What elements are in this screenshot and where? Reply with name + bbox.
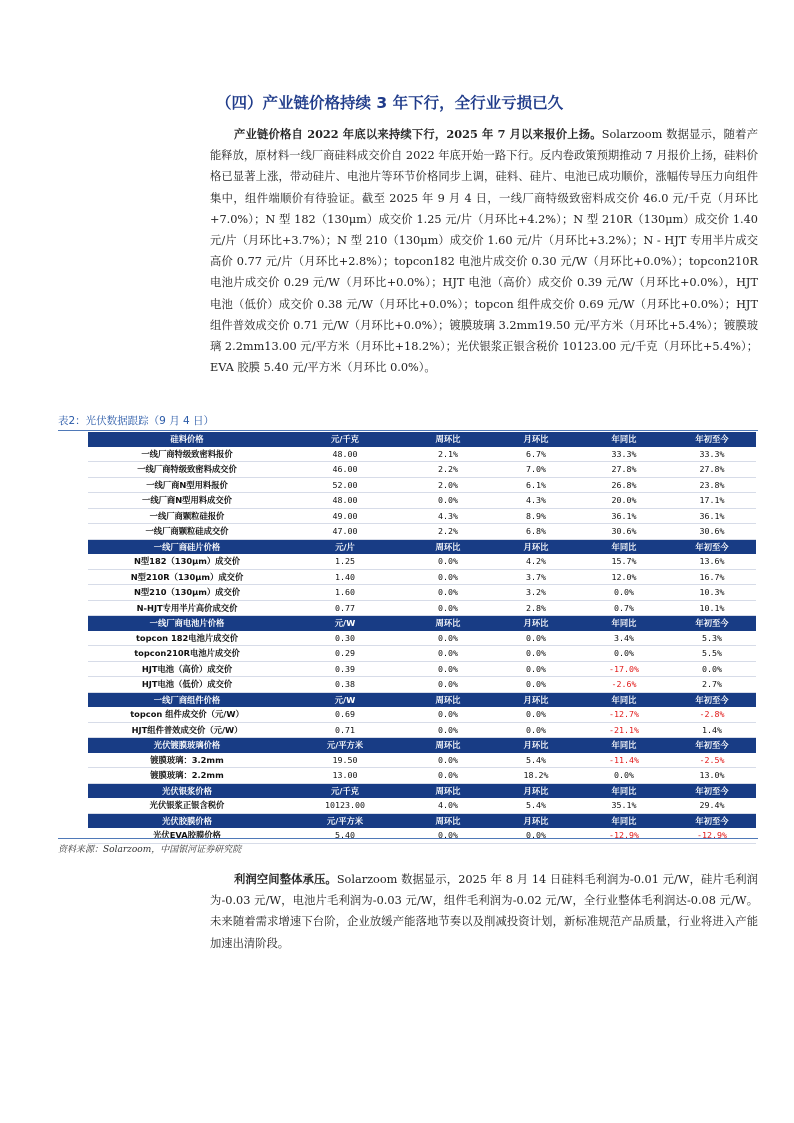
table-group-header bbox=[88, 616, 756, 631]
header-cell: 年初至今 bbox=[668, 539, 756, 554]
value-cell: 48.00 bbox=[286, 493, 404, 509]
table-row bbox=[88, 493, 756, 509]
row-label: 镀膜玻璃：3.2mm bbox=[88, 753, 286, 768]
value-cell: 0.77 bbox=[286, 600, 404, 616]
value-cell: 30.6% bbox=[668, 524, 756, 540]
value-cell: 6.8% bbox=[492, 524, 580, 540]
table-row bbox=[88, 524, 756, 540]
header-cell: 元/平方米 bbox=[286, 813, 404, 828]
row-label: 镀膜玻璃：2.2mm bbox=[88, 768, 286, 784]
value-cell: 27.8% bbox=[580, 462, 668, 478]
value-cell: 0.0% bbox=[404, 600, 492, 616]
header-cell: 月环比 bbox=[492, 783, 580, 798]
value-cell: 0.0% bbox=[404, 631, 492, 646]
paragraph-profit bbox=[210, 869, 758, 954]
table-group-header bbox=[88, 692, 756, 707]
table-title: 表2：光伏数据跟踪（9 月 4 日） bbox=[58, 415, 215, 427]
table-row bbox=[88, 585, 756, 601]
value-cell: -21.1% bbox=[580, 722, 668, 738]
value-cell: 6.1% bbox=[492, 477, 580, 493]
paragraph-lead: 产业链价格自 2022 年底以来持续下行，2025 年 7 月以来报价上扬。 bbox=[234, 127, 602, 141]
value-cell: 13.0% bbox=[668, 768, 756, 784]
value-cell: 0.0% bbox=[404, 707, 492, 722]
header-cell: 元/W bbox=[286, 616, 404, 631]
header-cell: 光伏银浆价格 bbox=[88, 783, 286, 798]
header-cell: 年初至今 bbox=[668, 813, 756, 828]
value-cell: 0.0% bbox=[404, 722, 492, 738]
header-cell: 一线厂商硅片价格 bbox=[88, 539, 286, 554]
row-label: HJT电池（低价）成交价 bbox=[88, 677, 286, 693]
value-cell: 0.0% bbox=[492, 677, 580, 693]
table-row bbox=[88, 477, 756, 493]
value-cell: 1.4% bbox=[668, 722, 756, 738]
value-cell: 0.0% bbox=[492, 646, 580, 662]
header-cell: 元/千克 bbox=[286, 432, 404, 447]
value-cell: 0.0% bbox=[404, 569, 492, 585]
table-group-header bbox=[88, 813, 756, 828]
value-cell: 47.00 bbox=[286, 524, 404, 540]
value-cell: 0.0% bbox=[404, 554, 492, 569]
header-cell: 硅料价格 bbox=[88, 432, 286, 447]
value-cell: 20.0% bbox=[580, 493, 668, 509]
value-cell: 0.7% bbox=[580, 600, 668, 616]
value-cell: 2.0% bbox=[404, 477, 492, 493]
header-cell: 元/W bbox=[286, 692, 404, 707]
header-cell: 年初至今 bbox=[668, 738, 756, 753]
row-label: 一线厂商颗粒硅成交价 bbox=[88, 524, 286, 540]
table-row bbox=[88, 753, 756, 768]
value-cell: 13.00 bbox=[286, 768, 404, 784]
table-row bbox=[88, 554, 756, 569]
value-cell: 5.40 bbox=[286, 828, 404, 843]
paragraph-lead: 利润空间整体承压。 bbox=[234, 872, 337, 886]
row-label: topcon210R电池片成交价 bbox=[88, 646, 286, 662]
table-row bbox=[88, 508, 756, 524]
value-cell: 2.2% bbox=[404, 462, 492, 478]
header-cell: 月环比 bbox=[492, 738, 580, 753]
table-group-header bbox=[88, 783, 756, 798]
value-cell: 4.3% bbox=[492, 493, 580, 509]
table-row bbox=[88, 722, 756, 738]
header-cell: 一线厂商电池片价格 bbox=[88, 616, 286, 631]
value-cell: 10123.00 bbox=[286, 798, 404, 813]
table-row bbox=[88, 447, 756, 462]
row-label: 一线厂商特级致密料报价 bbox=[88, 447, 286, 462]
row-label: 光伏银浆正银含税价 bbox=[88, 798, 286, 813]
row-label: HJT电池（高价）成交价 bbox=[88, 661, 286, 677]
paragraph-body: Solarzoom 数据显示，2025 年 8 月 14 日硅料毛利润为-0.01 元/W，硅片毛利润为-0.03 元/W，电池片毛利润为-0.03 元/W，组件毛利润为-0.02 元/W，全行业整体毛利润达-0.08 元/W。未来随着需求增速下台阶，企业放缓产能落地节奏以及削减投资计划，新标准规范产品质量，行业将进入产能加速出清阶段。 bbox=[210, 873, 758, 950]
value-cell: 0.0% bbox=[404, 661, 492, 677]
value-cell: 6.7% bbox=[492, 447, 580, 462]
value-cell: 2.7% bbox=[668, 677, 756, 693]
value-cell: 0.0% bbox=[404, 753, 492, 768]
row-label: N型182（130μm）成交价 bbox=[88, 554, 286, 569]
header-cell: 年同比 bbox=[580, 539, 668, 554]
value-cell: 0.0% bbox=[580, 646, 668, 662]
value-cell: 27.8% bbox=[668, 462, 756, 478]
value-cell: 35.1% bbox=[580, 798, 668, 813]
value-cell: 4.0% bbox=[404, 798, 492, 813]
value-cell: 0.0% bbox=[580, 768, 668, 784]
header-cell: 年同比 bbox=[580, 692, 668, 707]
paragraph-price-trend bbox=[210, 124, 758, 378]
value-cell: 29.4% bbox=[668, 798, 756, 813]
header-cell: 光伏胶膜价格 bbox=[88, 813, 286, 828]
value-cell: 0.0% bbox=[492, 631, 580, 646]
value-cell: 16.7% bbox=[668, 569, 756, 585]
value-cell: 10.3% bbox=[668, 585, 756, 601]
value-cell: -17.0% bbox=[580, 661, 668, 677]
header-cell: 年同比 bbox=[580, 432, 668, 447]
header-cell: 周环比 bbox=[404, 616, 492, 631]
value-cell: 36.1% bbox=[580, 508, 668, 524]
value-cell: 26.8% bbox=[580, 477, 668, 493]
header-cell: 元/片 bbox=[286, 539, 404, 554]
value-cell: 52.00 bbox=[286, 477, 404, 493]
value-cell: 23.8% bbox=[668, 477, 756, 493]
header-cell: 月环比 bbox=[492, 539, 580, 554]
value-cell: 4.2% bbox=[492, 554, 580, 569]
value-cell: 0.0% bbox=[492, 722, 580, 738]
value-cell: 5.5% bbox=[668, 646, 756, 662]
value-cell: 48.00 bbox=[286, 447, 404, 462]
header-cell: 光伏镀膜玻璃价格 bbox=[88, 738, 286, 753]
value-cell: 10.1% bbox=[668, 600, 756, 616]
value-cell: 0.38 bbox=[286, 677, 404, 693]
paragraph-body: Solarzoom 数据显示，随着产能释放，原材料一线厂商硅料成交价自 2022 年底开始一路下行。反内卷政策预期推动 7 月报价上扬，硅料价格已显著上涨，带动硅片、电池片等环节价格同步上调，硅料、硅片、电池已成功顺价，涨幅传导压力向组件集中，组件端顺价有待验证。截至 2025 年 9 月 4 日，一线厂商特级致密料成交价 46.0 元/千克（月环比+7.0%）；N 型 182（130μm）成交价 1.25 元/片（月环比+4.2%）；N 型 210R（130μm）成交价 1.40 元/片（月环比+3.7%）；N 型 210（130μm）成交价 1.60 元/片（月环比+3.2%）；N - HJT 专用半片成交高价 0.77 元/片（月环比+2.8%）；topcon182 电池片成交价 0.30 元/W（月环比+0.0%）；topcon210R 电池片成交价 0.29 元/W（月环比+0.0%）；HJT 电池（高价）成交价 0.39 元/W（月环比+0.0%），HJT 电池（低价）成交价 0.38 元/W（月环比+0.0%）；topcon 组件成交价 0.69 元/W（月环比+0.0%）；HJT 组件普效成交价 0.71 元/W（月环比+0.0%）；镀膜玻璃 3.2mm19.50 元/平方米（月环比+5.4%）；镀膜玻璃 2.2mm13.00 元/平方米（月环比+18.2%）；光伏银浆正银含税价 10123.00 元/千克（月环比+5.4%）；EVA 胶膜 5.40 元/平方米（月环比 0.0%）。 bbox=[210, 128, 758, 375]
value-cell: 3.7% bbox=[492, 569, 580, 585]
table-row bbox=[88, 768, 756, 784]
value-cell: 30.6% bbox=[580, 524, 668, 540]
value-cell: 15.7% bbox=[580, 554, 668, 569]
value-cell: 2.1% bbox=[404, 447, 492, 462]
value-cell: 19.50 bbox=[286, 753, 404, 768]
table-row bbox=[88, 600, 756, 616]
table-row bbox=[88, 631, 756, 646]
header-cell: 周环比 bbox=[404, 539, 492, 554]
row-label: N型210R（130μm）成交价 bbox=[88, 569, 286, 585]
value-cell: 0.0% bbox=[404, 585, 492, 601]
value-cell: 5.3% bbox=[668, 631, 756, 646]
header-cell: 周环比 bbox=[404, 738, 492, 753]
value-cell: 18.2% bbox=[492, 768, 580, 784]
row-label: N型210（130μm）成交价 bbox=[88, 585, 286, 601]
header-cell: 周环比 bbox=[404, 783, 492, 798]
header-cell: 月环比 bbox=[492, 813, 580, 828]
value-cell: 5.4% bbox=[492, 798, 580, 813]
header-cell: 元/平方米 bbox=[286, 738, 404, 753]
header-cell: 周环比 bbox=[404, 432, 492, 447]
header-cell: 月环比 bbox=[492, 692, 580, 707]
value-cell: 0.0% bbox=[492, 661, 580, 677]
value-cell: 49.00 bbox=[286, 508, 404, 524]
header-cell: 年同比 bbox=[580, 616, 668, 631]
value-cell: 0.71 bbox=[286, 722, 404, 738]
value-cell: -12.9% bbox=[668, 828, 756, 843]
value-cell: 4.3% bbox=[404, 508, 492, 524]
value-cell: 2.8% bbox=[492, 600, 580, 616]
header-cell: 年同比 bbox=[580, 783, 668, 798]
row-label: topcon 组件成交价（元/W） bbox=[88, 707, 286, 722]
table-row bbox=[88, 646, 756, 662]
header-cell: 周环比 bbox=[404, 692, 492, 707]
row-label: 一线厂商特级致密料成交价 bbox=[88, 462, 286, 478]
row-label: 光伏EVA胶膜价格 bbox=[88, 828, 286, 843]
value-cell: 46.00 bbox=[286, 462, 404, 478]
value-cell: 0.0% bbox=[404, 493, 492, 509]
row-label: 一线厂商N型用料成交价 bbox=[88, 493, 286, 509]
value-cell: 0.0% bbox=[668, 661, 756, 677]
value-cell: 0.0% bbox=[404, 828, 492, 843]
value-cell: 0.0% bbox=[404, 768, 492, 784]
value-cell: 0.30 bbox=[286, 631, 404, 646]
row-label: topcon 182电池片成交价 bbox=[88, 631, 286, 646]
table-title-rule bbox=[58, 430, 758, 431]
header-cell: 年初至今 bbox=[668, 783, 756, 798]
value-cell: 1.25 bbox=[286, 554, 404, 569]
value-cell: 0.0% bbox=[404, 677, 492, 693]
table-row bbox=[88, 677, 756, 693]
table-row bbox=[88, 707, 756, 722]
value-cell: -12.9% bbox=[580, 828, 668, 843]
value-cell: 1.60 bbox=[286, 585, 404, 601]
table-group-header bbox=[88, 539, 756, 554]
source-rule bbox=[58, 838, 758, 839]
value-cell: 2.2% bbox=[404, 524, 492, 540]
table-row bbox=[88, 661, 756, 677]
value-cell: 3.4% bbox=[580, 631, 668, 646]
table-row bbox=[88, 462, 756, 478]
header-cell: 周环比 bbox=[404, 813, 492, 828]
header-cell: 年初至今 bbox=[668, 616, 756, 631]
value-cell: 13.6% bbox=[668, 554, 756, 569]
value-cell: 0.69 bbox=[286, 707, 404, 722]
value-cell: 12.0% bbox=[580, 569, 668, 585]
value-cell: -2.6% bbox=[580, 677, 668, 693]
table-source: 资料来源：Solarzoom，中国银河证券研究院 bbox=[58, 845, 242, 855]
header-cell: 年初至今 bbox=[668, 692, 756, 707]
value-cell: 0.0% bbox=[580, 585, 668, 601]
value-cell: -2.8% bbox=[668, 707, 756, 722]
value-cell: 5.4% bbox=[492, 753, 580, 768]
value-cell: 0.0% bbox=[492, 707, 580, 722]
value-cell: 36.1% bbox=[668, 508, 756, 524]
row-label: HJT组件普效成交价（元/W） bbox=[88, 722, 286, 738]
value-cell: 0.0% bbox=[492, 828, 580, 843]
table-group-header bbox=[88, 432, 756, 447]
row-label: N-HJT专用半片高价成交价 bbox=[88, 600, 286, 616]
value-cell: 0.29 bbox=[286, 646, 404, 662]
row-label: 一线厂商N型用料报价 bbox=[88, 477, 286, 493]
value-cell: 8.9% bbox=[492, 508, 580, 524]
value-cell: 3.2% bbox=[492, 585, 580, 601]
value-cell: -12.7% bbox=[580, 707, 668, 722]
value-cell: 17.1% bbox=[668, 493, 756, 509]
header-cell: 月环比 bbox=[492, 616, 580, 631]
value-cell: 7.0% bbox=[492, 462, 580, 478]
header-cell: 年同比 bbox=[580, 738, 668, 753]
header-cell: 一线厂商组件价格 bbox=[88, 692, 286, 707]
section-heading: （四）产业链价格持续 3 年下行，全行业亏损已久 bbox=[216, 94, 564, 112]
header-cell: 年初至今 bbox=[668, 432, 756, 447]
value-cell: 33.3% bbox=[580, 447, 668, 462]
value-cell: -11.4% bbox=[580, 753, 668, 768]
row-label: 一线厂商颗粒硅报价 bbox=[88, 508, 286, 524]
header-cell: 元/千克 bbox=[286, 783, 404, 798]
value-cell: 0.0% bbox=[404, 646, 492, 662]
value-cell: 0.39 bbox=[286, 661, 404, 677]
table-group-header bbox=[88, 738, 756, 753]
table-row bbox=[88, 828, 756, 843]
header-cell: 年同比 bbox=[580, 813, 668, 828]
value-cell: 33.3% bbox=[668, 447, 756, 462]
value-cell: -2.5% bbox=[668, 753, 756, 768]
header-cell: 月环比 bbox=[492, 432, 580, 447]
table-row bbox=[88, 798, 756, 813]
value-cell: 1.40 bbox=[286, 569, 404, 585]
table-row bbox=[88, 569, 756, 585]
pv-data-table bbox=[88, 432, 756, 844]
